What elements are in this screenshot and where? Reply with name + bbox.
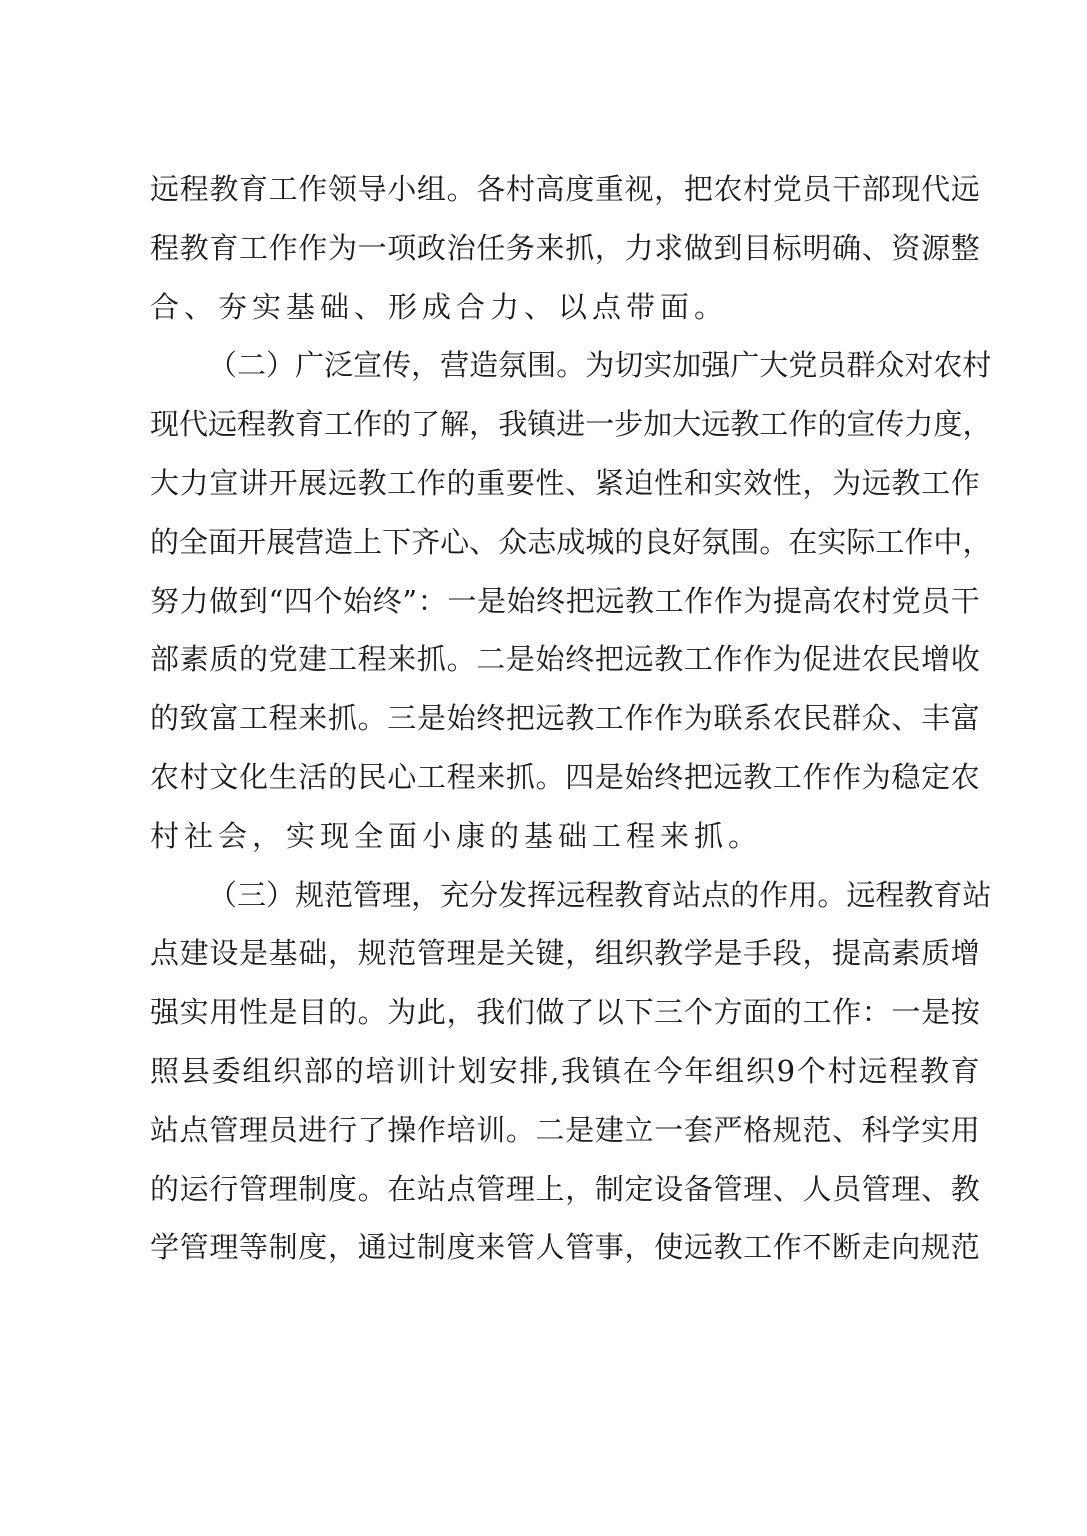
text-line: 合、夯实基础、形成合力、以点带面。 — [150, 289, 729, 324]
text-line: 程 教 育 工 作 作 为 一 项 政 治 任 务 来 抓 ， 力 求 做 到 目 标 明 确 、 资 源 整 — [150, 230, 980, 265]
text-line: （ 二 ） 广 泛 宣 传 ， 营 造 氛 围 。 为 切 实 加 强 广 大 党 员 群 众 对 农 村 — [208, 348, 992, 383]
text-line: 大 力 宣 讲 开 展 远 教 工 作 的 重 要 性 、 紧 迫 性 和 实 效 性 ， 为 远 教 工 作 — [150, 465, 980, 500]
text-line: 部 素 质 的 党 建 工 程 来 抓 。 二 是 始 终 把 远 教 工 作 作 为 促 进 农 民 增 收 — [150, 642, 980, 677]
text-line: 点 建 设 是 基 础 ， 规 范 管 理 是 关 键 ， 组 织 教 学 是 手 段 ， 提 高 素 质 增 — [150, 936, 980, 971]
text-line: 努 力 做 到 “ 四 个 始 终 ” ： 一 是 始 终 把 远 教 工 作 作 为 提 高 农 村 党 员 干 — [150, 583, 980, 618]
text-line: 的 运 行 管 理 制 度 。 在 站 点 管 理 上 ， 制 定 设 备 管 理 、 人 员 管 理 、 教 — [150, 1171, 980, 1206]
text-line: 现 代 远 程 教 育 工 作 的 了 解 ， 我 镇 进 一 步 加 大 远 教 工 作 的 宣 传 力 度 ， — [150, 407, 992, 442]
text-line: 的 全 面 开 展 营 造 上 下 齐 心 、 众 志 成 城 的 良 好 氛 围 。 在 实 际 工 作 中 ， — [150, 524, 992, 559]
text-line: 农 村 文 化 生 活 的 民 心 工 程 来 抓 。 四 是 始 终 把 远 教 工 作 作 为 稳 定 农 — [150, 759, 980, 794]
text-line: 照 县 委 组 织 部 的 培 训 计 划 安 排 , 我 镇 在 今 年 组 织 9 个 村 远 程 教 育 — [150, 1053, 980, 1088]
text-line: 村社会，实现全面小康的基础工程来抓。 — [150, 818, 763, 853]
text-line: 站 点 管 理 员 进 行 了 操 作 培 训 。 二 是 建 立 一 套 严 格 规 范 、 科 学 实 用 — [150, 1112, 980, 1147]
text-line: （ 三 ） 规 范 管 理 ， 充 分 发 挥 远 程 教 育 站 点 的 作 用 。 远 程 教 育 站 — [208, 877, 992, 912]
body-text — [150, 160, 992, 1277]
text-line: 的 致 富 工 程 来 抓 。 三 是 始 终 把 远 教 工 作 作 为 联 系 农 民 群 众 、 丰 富 — [150, 701, 980, 736]
text-line: 学 管 理 等 制 度 ， 通 过 制 度 来 管 人 管 事 ， 使 远 教 工 作 不 断 走 向 规 范 — [150, 1230, 980, 1265]
text-line: 强 实 用 性 是 目 的 。 为 此 ， 我 们 做 了 以 下 三 个 方 面 的 工 作 ： 一 是 按 — [150, 995, 980, 1030]
text-line: 远 程 教 育 工 作 领 导 小 组 。 各 村 高 度 重 视 ， 把 农 村 党 员 干 部 现 代 远 — [150, 172, 980, 206]
